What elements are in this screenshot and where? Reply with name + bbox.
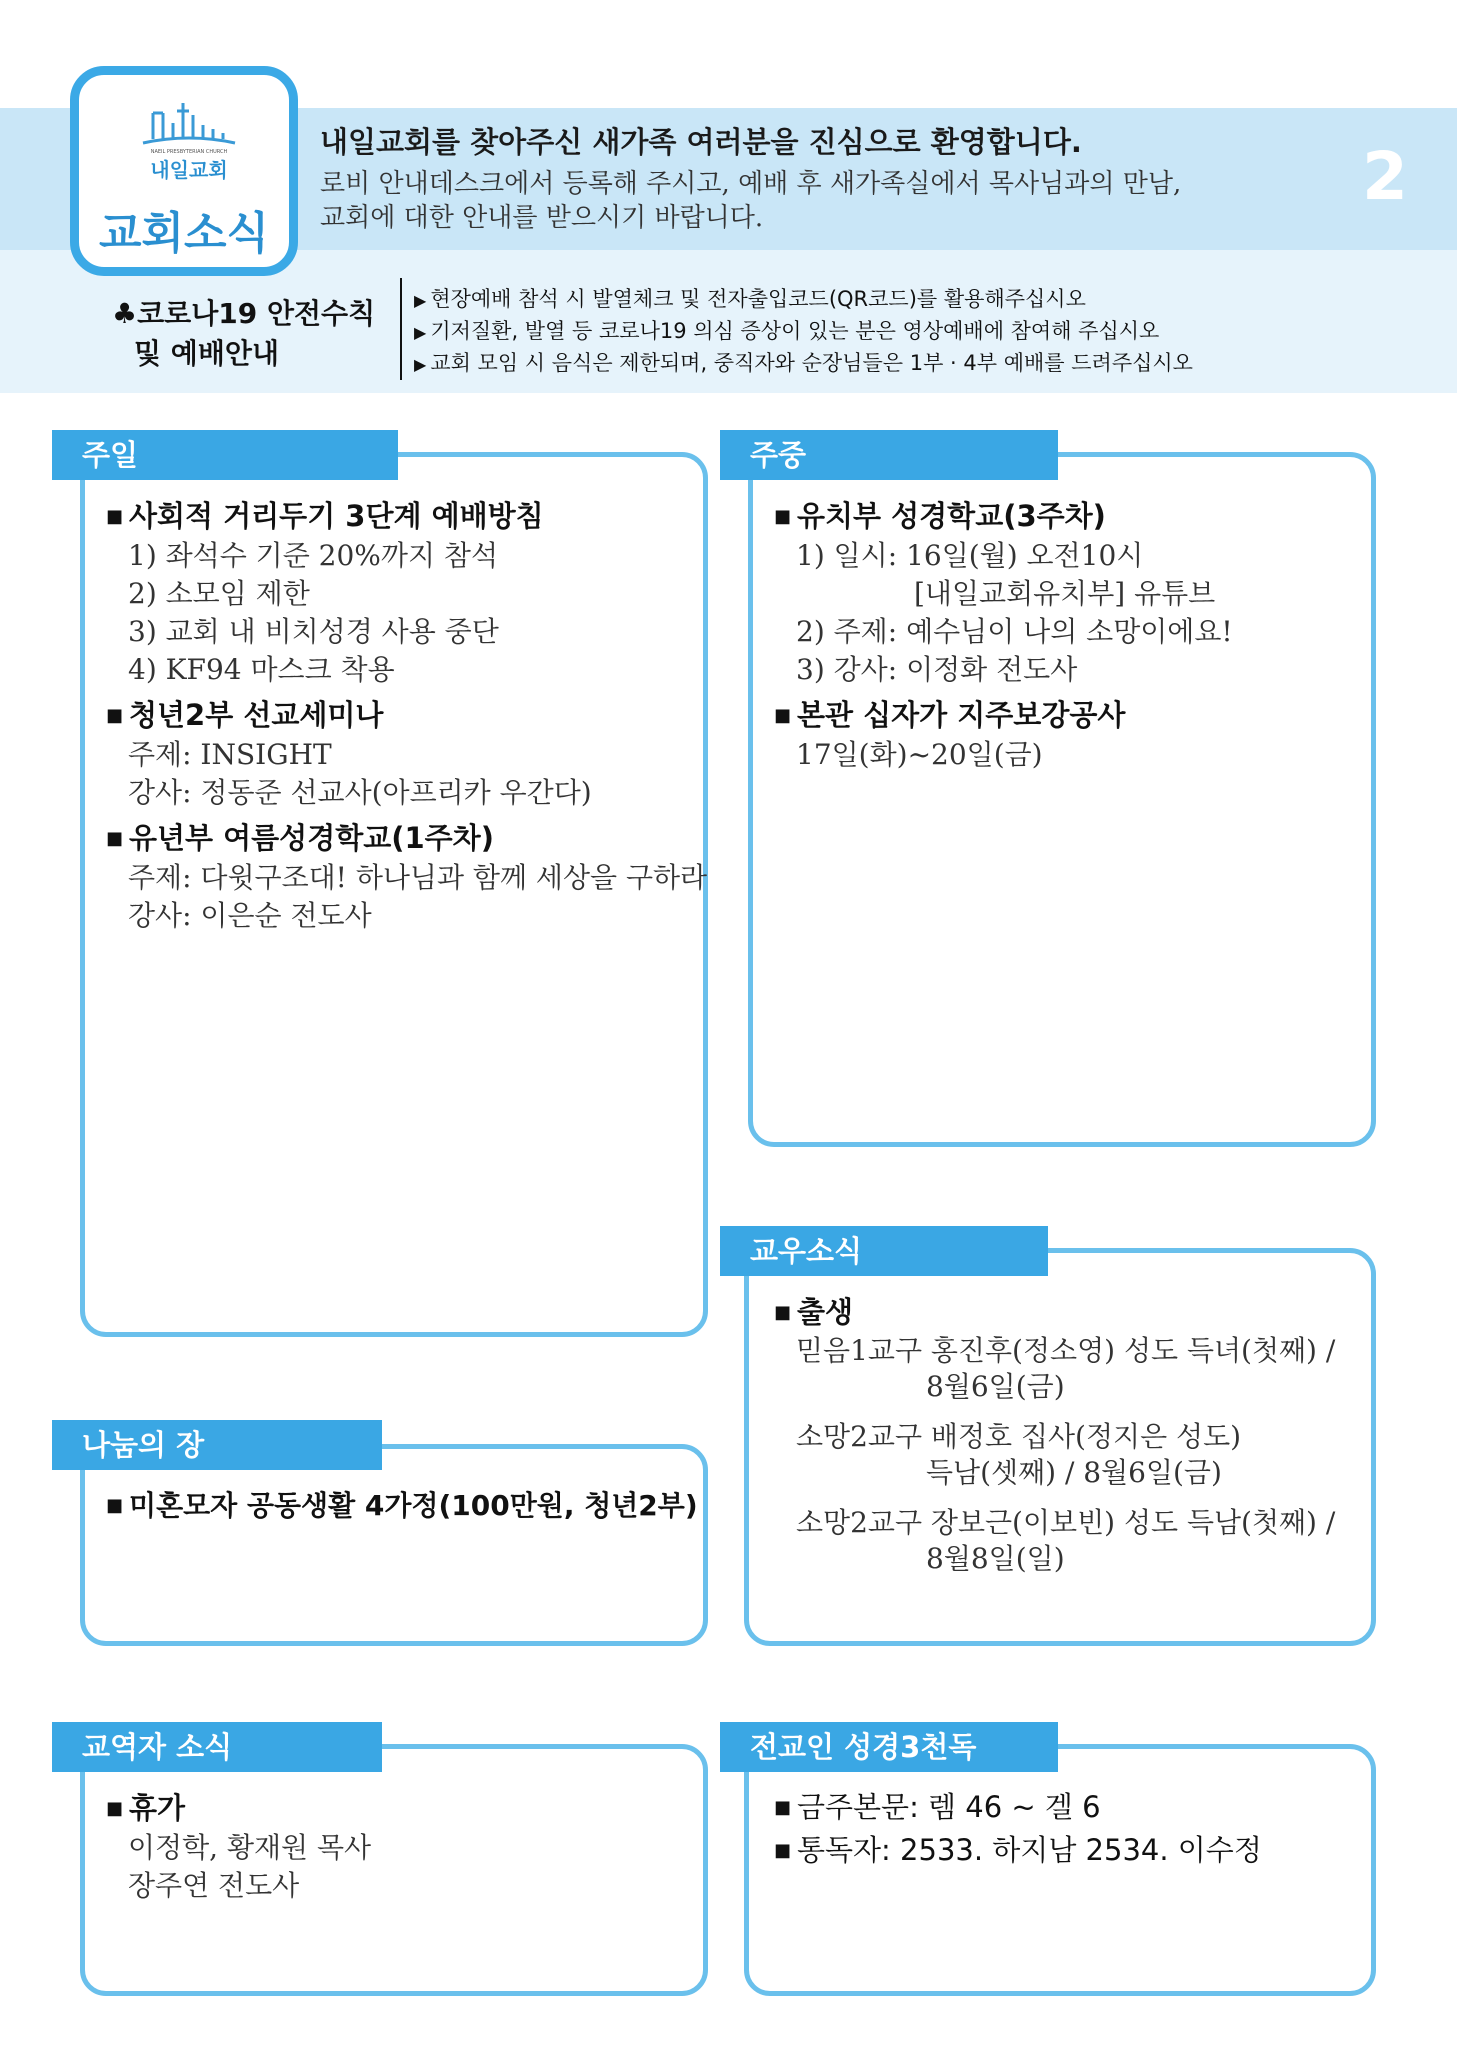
list-item: 2) 주제: 예수님이 나의 소망이에요! — [796, 615, 1233, 648]
list-item: 1) 일시: 16일(월) 오전10시 — [796, 539, 1144, 572]
logo-box — [70, 66, 298, 276]
sharing-tab: 나눔의 장 — [52, 1420, 382, 1470]
bible-tab: 전교인 성경3천독 — [720, 1722, 1058, 1772]
members-tab: 교우소식 — [720, 1226, 1048, 1276]
divider — [400, 278, 402, 380]
sunday-heading-3: ■ 유년부 여름성경학교(1주차) — [106, 818, 707, 859]
welcome-line-2: 교회에 대한 안내를 받으시기 바랍니다. — [320, 203, 764, 233]
list-item: 3) 교회 내 비치성경 사용 중단 — [128, 615, 499, 648]
list-item: 8월8일(일) — [926, 1542, 1065, 1575]
welcome-message — [320, 120, 1181, 235]
list-item: 이정학, 황재원 목사 — [128, 1831, 372, 1864]
page-number: 2 — [1362, 138, 1408, 215]
weekday-content — [774, 496, 1233, 774]
covid-title — [112, 294, 375, 374]
covid-guidelines — [414, 284, 1193, 380]
section-title: 교회소식 — [98, 208, 269, 259]
list-item: 소망2교구 배정호 집사(정지은 성도) — [796, 1420, 1242, 1453]
list-item: 17일(화)~20일(금) — [796, 738, 1043, 771]
welcome-title: 내일교회를 찾아주신 새가족 여러분을 진심으로 환영합니다. — [320, 125, 1082, 159]
church-logo-icon — [139, 97, 239, 187]
logo-name: 내일교회 — [150, 158, 228, 182]
weekday-heading-2: ■ 본관 십자가 지주보강공사 — [774, 695, 1233, 736]
staff-tab: 교역자 소식 — [52, 1722, 382, 1772]
list-item: [내일교회유치부] 유튜브 — [914, 577, 1216, 610]
welcome-line-1: 로비 안내데스크에서 등록해 주시고, 예배 후 새가족실에서 목사님과의 만남, — [320, 169, 1182, 199]
staff-content — [106, 1788, 371, 1905]
weekday-tab: 주중 — [720, 430, 1058, 480]
covid-title-line-1: ♣코로나19 안전수칙 — [112, 297, 376, 330]
sharing-content — [106, 1486, 698, 1526]
list-item: 장주연 전도사 — [128, 1869, 300, 1902]
sharing-item: ■ 미혼모자 공동생활 4가정(100만원, 청년2부) — [106, 1486, 698, 1526]
sharing-panel — [80, 1444, 708, 1646]
members-content — [774, 1292, 1335, 1577]
list-item: 강사: 정동준 선교사(아프리카 우간다) — [128, 776, 592, 809]
weekday-heading-1: ■ 유치부 성경학교(3주차) — [774, 496, 1233, 537]
list-item: 1) 좌석수 기준 20%까지 참석 — [128, 539, 499, 572]
list-item: 주제: INSIGHT — [128, 738, 332, 771]
staff-heading: ■ 휴가 — [106, 1788, 371, 1829]
list-item: 득남(셋째) / 8월6일(금) — [926, 1456, 1222, 1489]
members-heading: ■ 출생 — [774, 1292, 1335, 1333]
sunday-tab: 주일 — [52, 430, 398, 480]
list-item: ▶ 교회 모임 시 음식은 제한되며, 중직자와 순장님들은 1부 · 4부 예배를 드려주십시오 — [414, 348, 1193, 380]
list-item: 강사: 이은순 전도사 — [128, 899, 372, 932]
list-item: ▶ 현장예배 참석 시 발열체크 및 전자출입코드(QR코드)를 활용해주십시오 — [414, 284, 1193, 316]
bible-readers: ■ 통독자: 2533. 하지남 2534. 이수정 — [774, 1829, 1262, 1872]
list-item: 8월6일(금) — [926, 1370, 1065, 1403]
list-item: 3) 강사: 이정화 전도사 — [796, 653, 1078, 686]
list-item: 믿음1교구 홍진후(정소영) 성도 득녀(첫째) / — [796, 1334, 1336, 1367]
covid-title-line-2: 및 예배안내 — [134, 337, 279, 370]
bible-content — [774, 1786, 1262, 1872]
list-item: 주제: 다윗구조대! 하나님과 함께 세상을 구하라 — [128, 861, 708, 894]
list-item: 2) 소모임 제한 — [128, 577, 310, 610]
logo-small-text: NAEIL PRESBYTERIAN CHURCH — [150, 149, 228, 155]
list-item: 4) KF94 마스크 착용 — [128, 653, 395, 686]
sunday-content — [106, 496, 707, 935]
list-item: 소망2교구 장보근(이보빈) 성도 득남(첫째) / — [796, 1506, 1336, 1539]
sunday-heading-2: ■ 청년2부 선교세미나 — [106, 695, 707, 736]
list-item: ▶ 기저질환, 발열 등 코로나19 의심 증상이 있는 분은 영상예배에 참여해 주십시오 — [414, 316, 1193, 348]
bible-reading: ■ 금주본문: 렘 46 ~ 겔 6 — [774, 1786, 1262, 1829]
sunday-heading-1: ■ 사회적 거리두기 3단계 예배방침 — [106, 496, 707, 537]
